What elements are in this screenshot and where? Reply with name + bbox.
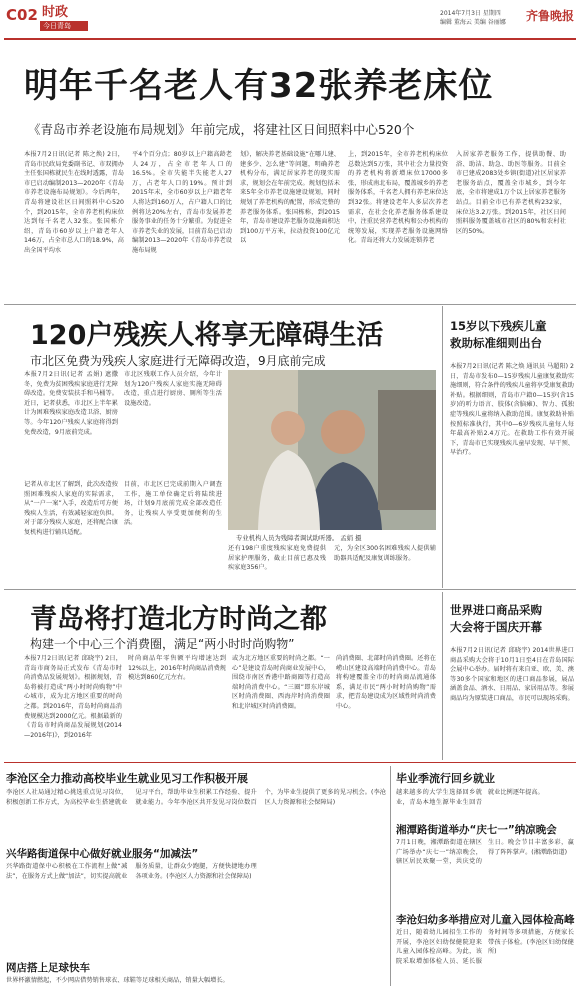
divider-1 <box>4 304 576 305</box>
brief2-headline: 兴华路街道保中心做好就业服务“加减法” <box>6 848 199 860</box>
side2-title: 世界进口商品采购 大会将于国庆开幕 <box>450 603 542 634</box>
story1-col-1: 本报7月2日讯(记者 陈之焕) 2日，青岛市民政局党委副书记、市双拥办主任张国栋就民生在线时透露，青岛市已启动编制2013—2020年《青岛市养老设施布局规划》。今后两年，青岛将建设社区日间照料中心520个，到2015年，全市养老机构床位达到每千名老人32张。张国栋介绍，青岛市60岁以上户籍老年人146万，占全市总人口的18.9%，高出全国平均水 <box>24 151 124 254</box>
photo-illustration <box>228 370 436 530</box>
brief4-headline: 毕业季流行回乡就业 <box>396 772 495 785</box>
brief5-text: 7月1日晚，湘潭路街道在辖区广场举办“庆七一”纳凉晚会，辖区居民欢聚一堂，共庆党的生日。晚会节目丰富多彩，赢得了阵阵掌声。(湘潭路街道) <box>396 839 574 866</box>
story1-col-5: 入居家养老服务工作，提供助餐、助浴、助洁、助急、助医等服务。目前全市已建成2083处乡镇(街道)社区居家养老服务站点，覆盖全市城乡，到今年底，全市将建成1万个以上居家养老服务站点。目前全市已有养老机构232家，床位达3.2万张。到2015年，社区日间照料服务覆盖城市社区的80%和农村社区的50%。 <box>456 151 566 235</box>
story2-col-1: 本报7月2日讯(记者 孟娟) 遮撒冬，免费为贫困残疾家庭进行无障碍改造。免费安装扶手和马桶等。近日，记者获悉，市北区上半年累计为困难残疾家庭改造卫浴、厨房等。今年120户残疾人家庭将得到免费改造，9月底前完成。 <box>24 371 118 436</box>
brief6-text: 近日，随着幼儿园招生工作的开展，李沧区妇幼保健院迎来儿童入园体检高峰。为此，该院采取增加体检人员、延长服务时间等多项措施，方便家长带孩子体检。(李沧区妇幼保健所) <box>396 929 574 965</box>
brief4-text: 越来越多的大学生选择回乡就业，青岛本地生源毕业生回青就业比例逐年提高。 <box>396 789 544 806</box>
brief3-headline: 网店搭上足球快车 <box>6 962 90 974</box>
divider-2 <box>4 589 576 590</box>
story2-photo-note2: 元，为全区300名困难残疾人提供辅助器具适配及康复训练服务。 <box>334 545 436 562</box>
story3-col-3: 或为北方地区重要的时尚之都。“一心”是建设青岛时尚商业发展中心，围绕市南区香港中路商圈等打造高端时尚消费中心。“三圈”即东岸城区时尚消费圈、西海岸时尚消费圈和北岸城区时尚消费圈。 <box>232 655 330 710</box>
section-sub: 今日青岛 <box>40 21 88 31</box>
side2-divider <box>442 592 443 760</box>
story2-col-1b: 记者从市北区了解到，此次改造按照困难残疾人家庭的实际需求，从“一户一案”入手，改造后可方便残疾人生活，有效减轻家庭负担。对于部分残疾人家庭，还将配合康复机构进行辅具适配。 <box>24 481 118 536</box>
story2-headline: 120户残疾人将享无障碍生活 <box>30 320 384 351</box>
side1-text: 本报7月2日讯(记者 陈之焕 通讯员 马超阳) 2日，青岛市发布0—15岁残疾儿童康复救助实施细则，符合条件的残疾儿童将享受康复救助补贴。根据细则，青岛市户籍0—15岁(含15岁)的听力语言、肢体(含脑瘫)、智力、孤独症等残疾儿童将纳入救助范围。康复救助补贴按照标准执行，其中0—6岁残疾儿童每人每年最高补贴2.4万元。在救助工作有效开展下，青岛市已实现残疾儿童早发现、早干预、早治疗。 <box>450 363 574 457</box>
masthead-rule <box>4 38 576 40</box>
story2-subhead: 市北区免费为残疾人家庭进行无障碍改造，9月底前完成 <box>30 354 326 368</box>
side1-title: 15岁以下残疾儿童 救助标准细则出台 <box>450 319 547 350</box>
story3-subhead: 构建一个中心三个消费圈，满足“两小时时尚购物” <box>30 637 295 651</box>
divider-3 <box>4 762 576 763</box>
side2-text: 本报7月2日讯(记者 邱晓宇) 2014世界进口商品采购大会将于10月1日至4日在青岛国际会展中心举办。届时将有来自亚、欧、美、澳等30多个国家和地区的进口商品参展，展品涵盖食品、酒水、日用品、家居用品等。参展商品均为原装进口商品，市民可以现场采购。 <box>450 647 574 702</box>
brief2-text: 兴华路街道保中心积极在工作流程上做“减法”，在服务方式上做“加法”，切实提高就业服务质量，让群众少跑腿，方便快捷地办理各项业务。(李沧区人力资源和社会保障局) <box>6 863 257 880</box>
newspaper-logo: 齐鲁晚报 <box>526 9 575 23</box>
story1-body <box>24 150 572 300</box>
brief5-headline: 湘潭路街道举办“庆七一”纳凉晚会 <box>396 824 557 836</box>
story3-col-1: 本报7月2日讯(记者 邱晓宇) 2日，青岛市商务局正式发布《青岛市时尚消费品发展规划》。根据规划，青岛将被打造成“两小时时尚购物”中心城市，成为北方地区重要的时尚之都。到2016年，青岛时尚商品消费规模达到2000亿元。根据最新的《青岛市时尚商品发展规划(2014—2016年)》，到2016年 <box>24 655 122 739</box>
story3-headline: 青岛将打造北方时尚之都 <box>30 604 327 635</box>
masthead <box>0 0 580 40</box>
story1-col-2: 平4个百分点；80岁以上户籍高龄老人24万，占全市老年人口的16.5%。全市失能半失能老人27万，占老年人口的19%。预计到2015年末，全市60岁以上户籍老年人将达到160万人，占户籍人口的比例将达20%左右，青岛市发展养老服务事业的任务十分繁重。为促进全市养老失业的发展，目前青岛已启动编制2013—2020年《青岛市养老设施布局规 <box>132 151 232 254</box>
story1-headline: 明年千名老人有32张养老床位 <box>24 66 494 106</box>
section-badge <box>40 5 94 35</box>
story2-col-2: 市北区残联工作人员介绍，今年计划为120户残疾人家庭实施无障碍改造，重点进行厨房、厕所等生活设施改造。 <box>124 371 222 407</box>
section-title: 时政 <box>42 5 69 20</box>
issue-date: 2014年7月3日 星期四 <box>440 10 501 17</box>
story2-col-2b: 目前，市北区已完成前期入户调查工作，施工单位确定后将陆续进场，计划9月底前完成全部改造任务，让残疾人享受更加便利的生活。 <box>124 481 222 527</box>
story1-col-3: 划》，解决养老基础设施“在哪儿建、建多少、怎么建”等问题，明确养老机构分布，满足居家养老的现实需求，规划会在年前完成。规划包括未来5年全市养老设施建设规划，同时规划了养老机构的配置，形成完整的养老服务体系。张国栋称，到2015年，青岛市建设养老服务设施面积达到100万平方米，拉动投资100亿元以 <box>240 151 340 245</box>
brief6-headline: 李沧妇幼多举措应对儿童入园体检高峰 <box>396 914 575 926</box>
brief1-text: 李沧区人社局通过精心挑选重点见习岗位，积极创新工作方式，为高校毕业生搭建就业见习平台，帮助毕业生积累工作经验、提升就业能力。今年李沧区共开发见习岗位数百个，为毕业生提供了更多的见习机会。(李沧区人力资源和社会保障局) <box>6 789 386 806</box>
story2-photo <box>228 370 436 530</box>
story3-col-2: 时尚商品年零售额平均增速达到12%以上，2016年时尚商品消费规模达到860亿元左右。 <box>128 655 226 682</box>
story3-col-4: 尚消费圈、北部时尚消费圈。还将在崂山区建设高端时尚消费中心。青岛将构建覆盖全市的时尚商品流通体系，满足市民“两小时时尚购物”需求，把青岛建设成为区域性时尚消费中心。 <box>336 655 436 710</box>
brief3-text: 世界杯激情燃起，不少网店借势销售球衣、球鞋等足球相关商品，销量大幅增长。 <box>6 977 229 984</box>
story2-photo-caption: 专业机构人员为残障者调试助听器。 孟娟 摄 <box>236 534 362 542</box>
page-number: C02 <box>6 6 38 24</box>
issue-editors: 编辑 董海云 美编 谷丽娜 <box>440 19 506 26</box>
bottom-divider <box>390 766 391 986</box>
story1-subhead: 《青岛市养老设施布局规划》年前完成，将建社区日间照料中心520个 <box>28 122 415 137</box>
side1-divider <box>442 306 443 588</box>
story2-photo-note: 还有198户重度残疾家庭免费提供居家护理服务，截止目前已惠及残疾家庭356户。 <box>228 545 326 572</box>
brief1-headline: 李沧区全力推动高校毕业生就业见习工作积极开展 <box>6 772 248 785</box>
story1-col-4: 上，到2015年，全市养老机构床位总数达到5万张，其中社会力量投资的养老机构将新增床位17000多张，形成南北布局，覆盖城乡的养老服务体系，千名老人拥有养老床位达到32张。将建设老年人多层次养老需求，在社会化养老服务体系建设中，注重民营养老机构和公办机构的统筹发展，实现养老服务设施网络化。青岛还将大力发展连锁养老 <box>348 151 448 245</box>
